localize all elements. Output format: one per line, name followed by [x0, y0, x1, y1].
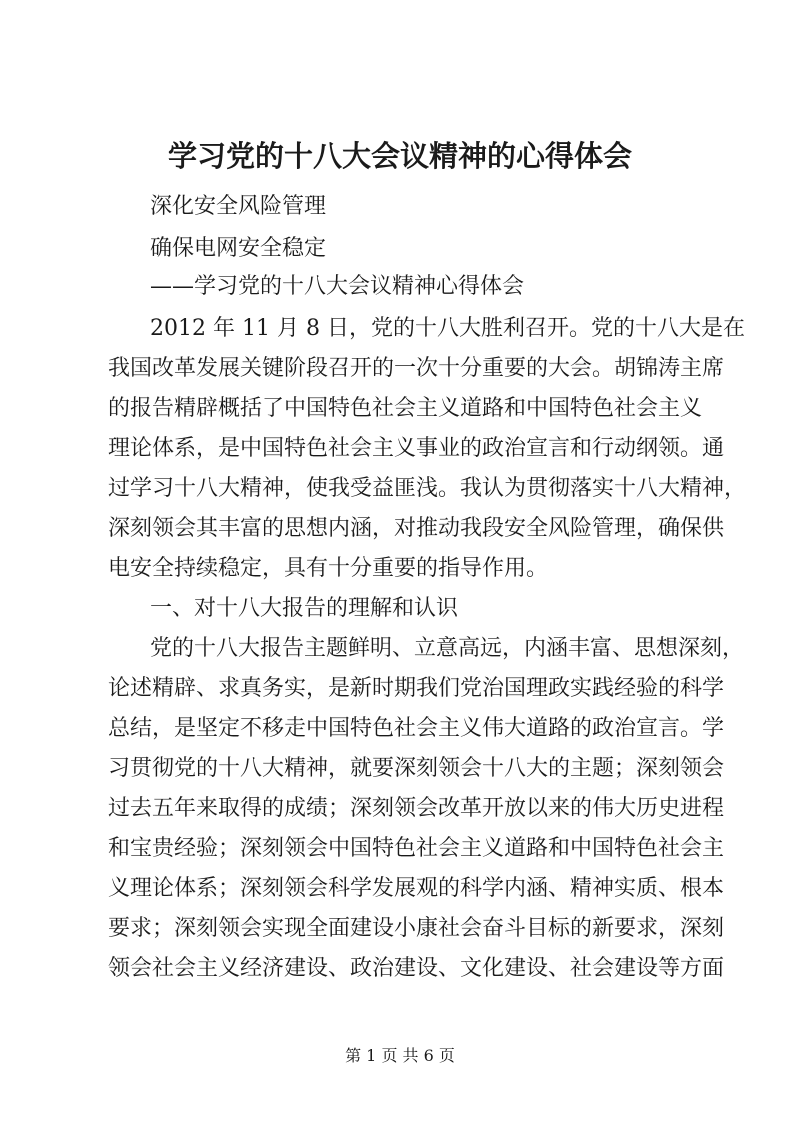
subtitle-line-2: 确保电网安全稳定 — [150, 236, 327, 261]
subtitle-line-3: ——学习党的十八大会议精神心得体会 — [150, 274, 525, 299]
paragraph-line: 党的十八大报告主题鲜明、立意高远，内涵丰富、思想深刻， — [150, 636, 745, 661]
paragraph-line: 和宝贵经验；深刻领会中国特色社会主义道路和中国特色社会主 — [108, 836, 725, 861]
paragraph-line: 深刻领会其丰富的思想内涵，对推动我段安全风险管理，确保供 — [108, 516, 725, 541]
paragraph-line: 领会社会主义经济建设、政治建设、文化建设、社会建设等方面 — [108, 956, 725, 981]
paragraph-line: 过去五年来取得的成绩；深刻领会改革开放以来的伟大历史进程 — [108, 796, 725, 821]
paragraph-line: 理论体系，是中国特色社会主义事业的政治宣言和行动纲领。通 — [108, 436, 725, 461]
page-footer: 第 1 页 共 6 页 — [345, 1046, 455, 1065]
page-title: 学习党的十八大会议精神的心得体会 — [167, 139, 632, 173]
subtitle-line-1: 深化安全风险管理 — [150, 194, 327, 219]
paragraph-line: 的报告精辟概括了中国特色社会主义道路和中国特色社会主义 — [108, 396, 703, 421]
paragraph-line: 义理论体系；深刻领会科学发展观的科学内涵、精神实质、根本 — [108, 876, 725, 901]
paragraph-line: 总结，是坚定不移走中国特色社会主义伟大道路的政治宣言。学 — [108, 716, 725, 741]
paragraph-line: 2012 年 11 月 8 日，党的十八大胜利召开。党的十八大是在 — [150, 316, 745, 341]
paragraph-line: 习贯彻党的十八大精神，就要深刻领会十八大的主题；深刻领会 — [108, 756, 725, 781]
paragraph-line: 电安全持续稳定，具有十分重要的指导作用。 — [108, 556, 549, 581]
paragraph-line: 要求；深刻领会实现全面建设小康社会奋斗目标的新要求，深刻 — [108, 916, 725, 941]
section-heading: 一、对十八大报告的理解和认识 — [150, 596, 459, 621]
paragraph-line: 论述精辟、求真务实，是新时期我们党治国理政实践经验的科学 — [108, 676, 725, 701]
paragraph-line: 我国改革发展关键阶段召开的一次十分重要的大会。胡锦涛主席 — [108, 356, 725, 381]
paragraph-line: 过学习十八大精神，使我受益匪浅。我认为贯彻落实十八大精神， — [108, 476, 747, 501]
